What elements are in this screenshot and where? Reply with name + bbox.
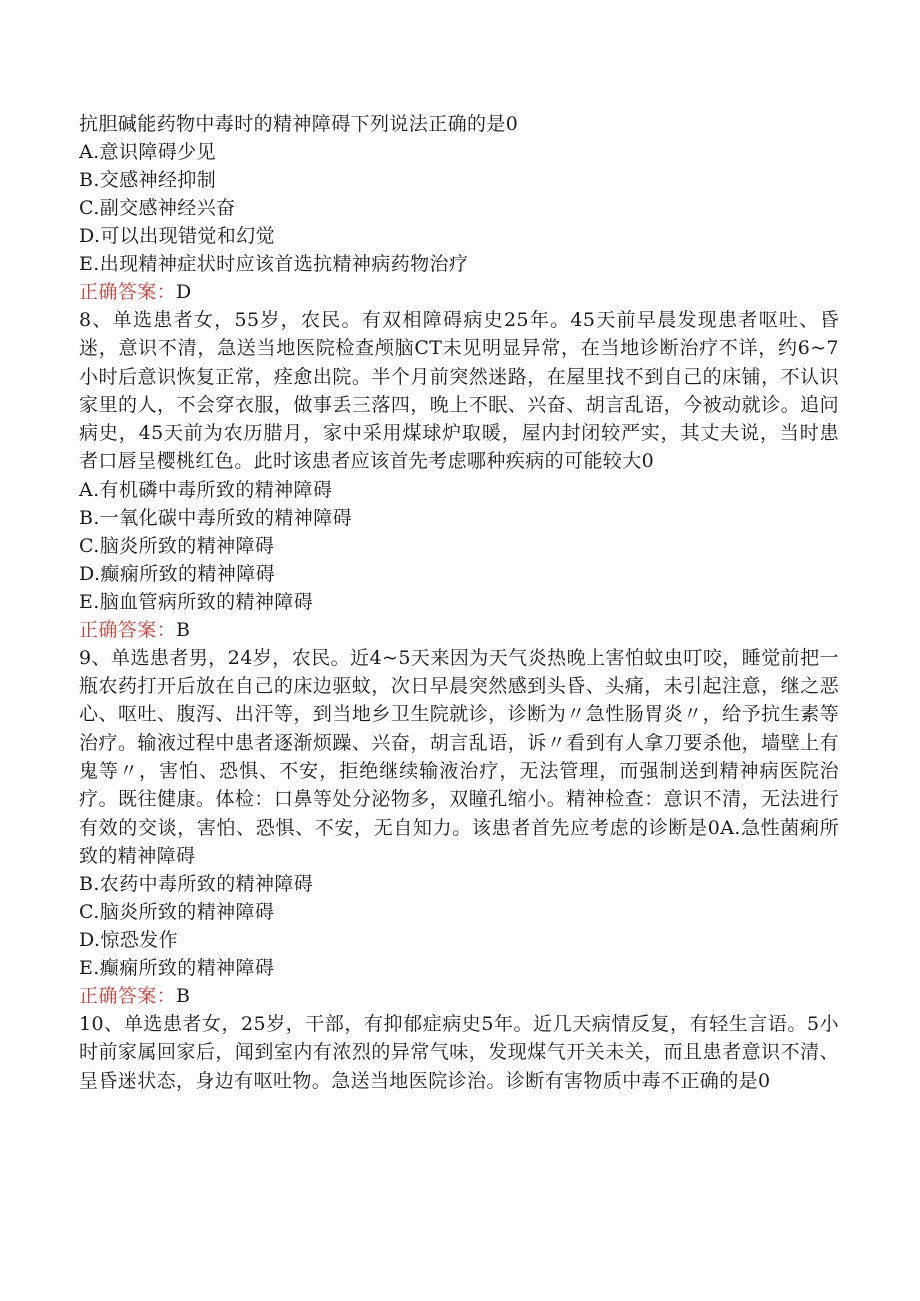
- correct-answer: [79, 278, 839, 306]
- option-e: E.脑血管病所致的精神障碍: [79, 590, 314, 613]
- document-page: [79, 110, 839, 1095]
- option-a: A.有机磷中毒所致的精神障碍: [79, 478, 333, 501]
- question-stem: 9、单选患者男，24岁，农民。近4~5天来因为天气炎热晚上害怕蚊虫叮咬，睡觉前把一瓶农药打开后放在自己的床边驱蚊，次日早晨突然感到头昏、头痛，未引起注意，继之恶心、呕吐、腹泻、出汗等，到当地乡卫生院就诊，诊断为〃急性肠胃炎〃，给予抗生素等治疗。输液过程中患者逐渐烦躁、兴奋，胡言乱语，诉〃看到有人拿刀要杀他，墙壁上有鬼等〃，害怕、恐惧、不安，拒绝继续输液治疗，无法管理，而强制送到精神病医院治疗。既往健康。体检：口鼻等处分泌物多，双瞳孔缩小。精神检查：意识不清，无法进行有效的交谈，害怕、恐惧、不安，无自知力。该患者首先应考虑的诊断是0A.急性菌痢所致的精神障碍: [79, 646, 839, 867]
- option-b: B.一氧化碳中毒所致的精神障碍: [79, 506, 353, 529]
- answer-label: 正确答案：: [79, 281, 177, 303]
- question-stem: 10、单选患者女，25岁，干部，有抑郁症病史5年。近几天病情反复，有轻生言语。5小时前家属回家后，闻到室内有浓烈的异常气味，发现煤气开关未关，而且患者意识不清、呈昏迷状态，身边有呕吐物。急送当地医院诊治。诊断有害物质中毒不正确的是0: [79, 1013, 839, 1092]
- option-b: B.交感神经抑制: [79, 169, 217, 191]
- correct-answer: [79, 616, 839, 644]
- question-block-9: [79, 644, 839, 1010]
- option-c: C.副交感神经兴奋: [79, 197, 236, 219]
- option-e: E.癫痫所致的精神障碍: [79, 957, 275, 980]
- question-stem: 8、单选患者女，55岁，农民。有双相障碍病史25年。45天前早晨发现患者呕吐、昏迷，意识不清，急送当地医院检查颅脑CT未见明显异常，在当地诊断治疗不详，约6~7小时后意识恢复正常，痊愈出院。半个月前突然迷路，在屋里找不到自己的床铺，不认识家里的人，不会穿衣服，做事丢三落四，晚上不眠、兴奋、胡言乱语，今被动就诊。追问病史，45天前为农历腊月，家中采用煤球炉取暖，屋内封闭较严实，其丈夫说，当时患者口唇呈樱桃红色。此时该患者应该首先考虑哪种疾病的可能较大0: [79, 309, 839, 473]
- question-block-8: [79, 306, 839, 644]
- answer-label: 正确答案：: [79, 618, 177, 641]
- option-c: C.脑炎所致的精神障碍: [79, 901, 275, 924]
- option-d: D.可以出现错觉和幻觉: [79, 225, 275, 247]
- question-stem: 抗胆碱能药物中毒时的精神障碍下列说法正确的是0: [79, 113, 519, 135]
- option-c: C.脑炎所致的精神障碍: [79, 534, 275, 557]
- answer-value: B: [176, 985, 191, 1008]
- answer-label: 正确答案：: [79, 985, 177, 1008]
- question-block-7: [79, 110, 839, 306]
- option-d: D.惊恐发作: [79, 929, 178, 952]
- option-b: B.农药中毒所致的精神障碍: [79, 873, 314, 896]
- answer-value: B: [176, 618, 191, 641]
- answer-value: D: [176, 281, 192, 303]
- option-a: A.意识障碍少见: [79, 141, 216, 163]
- option-e: E.出现精神症状时应该首选抗精神病药物治疗: [79, 253, 469, 275]
- correct-answer: [79, 982, 839, 1010]
- question-block-10: [79, 1010, 839, 1095]
- option-d: D.癫痫所致的精神障碍: [79, 562, 275, 585]
